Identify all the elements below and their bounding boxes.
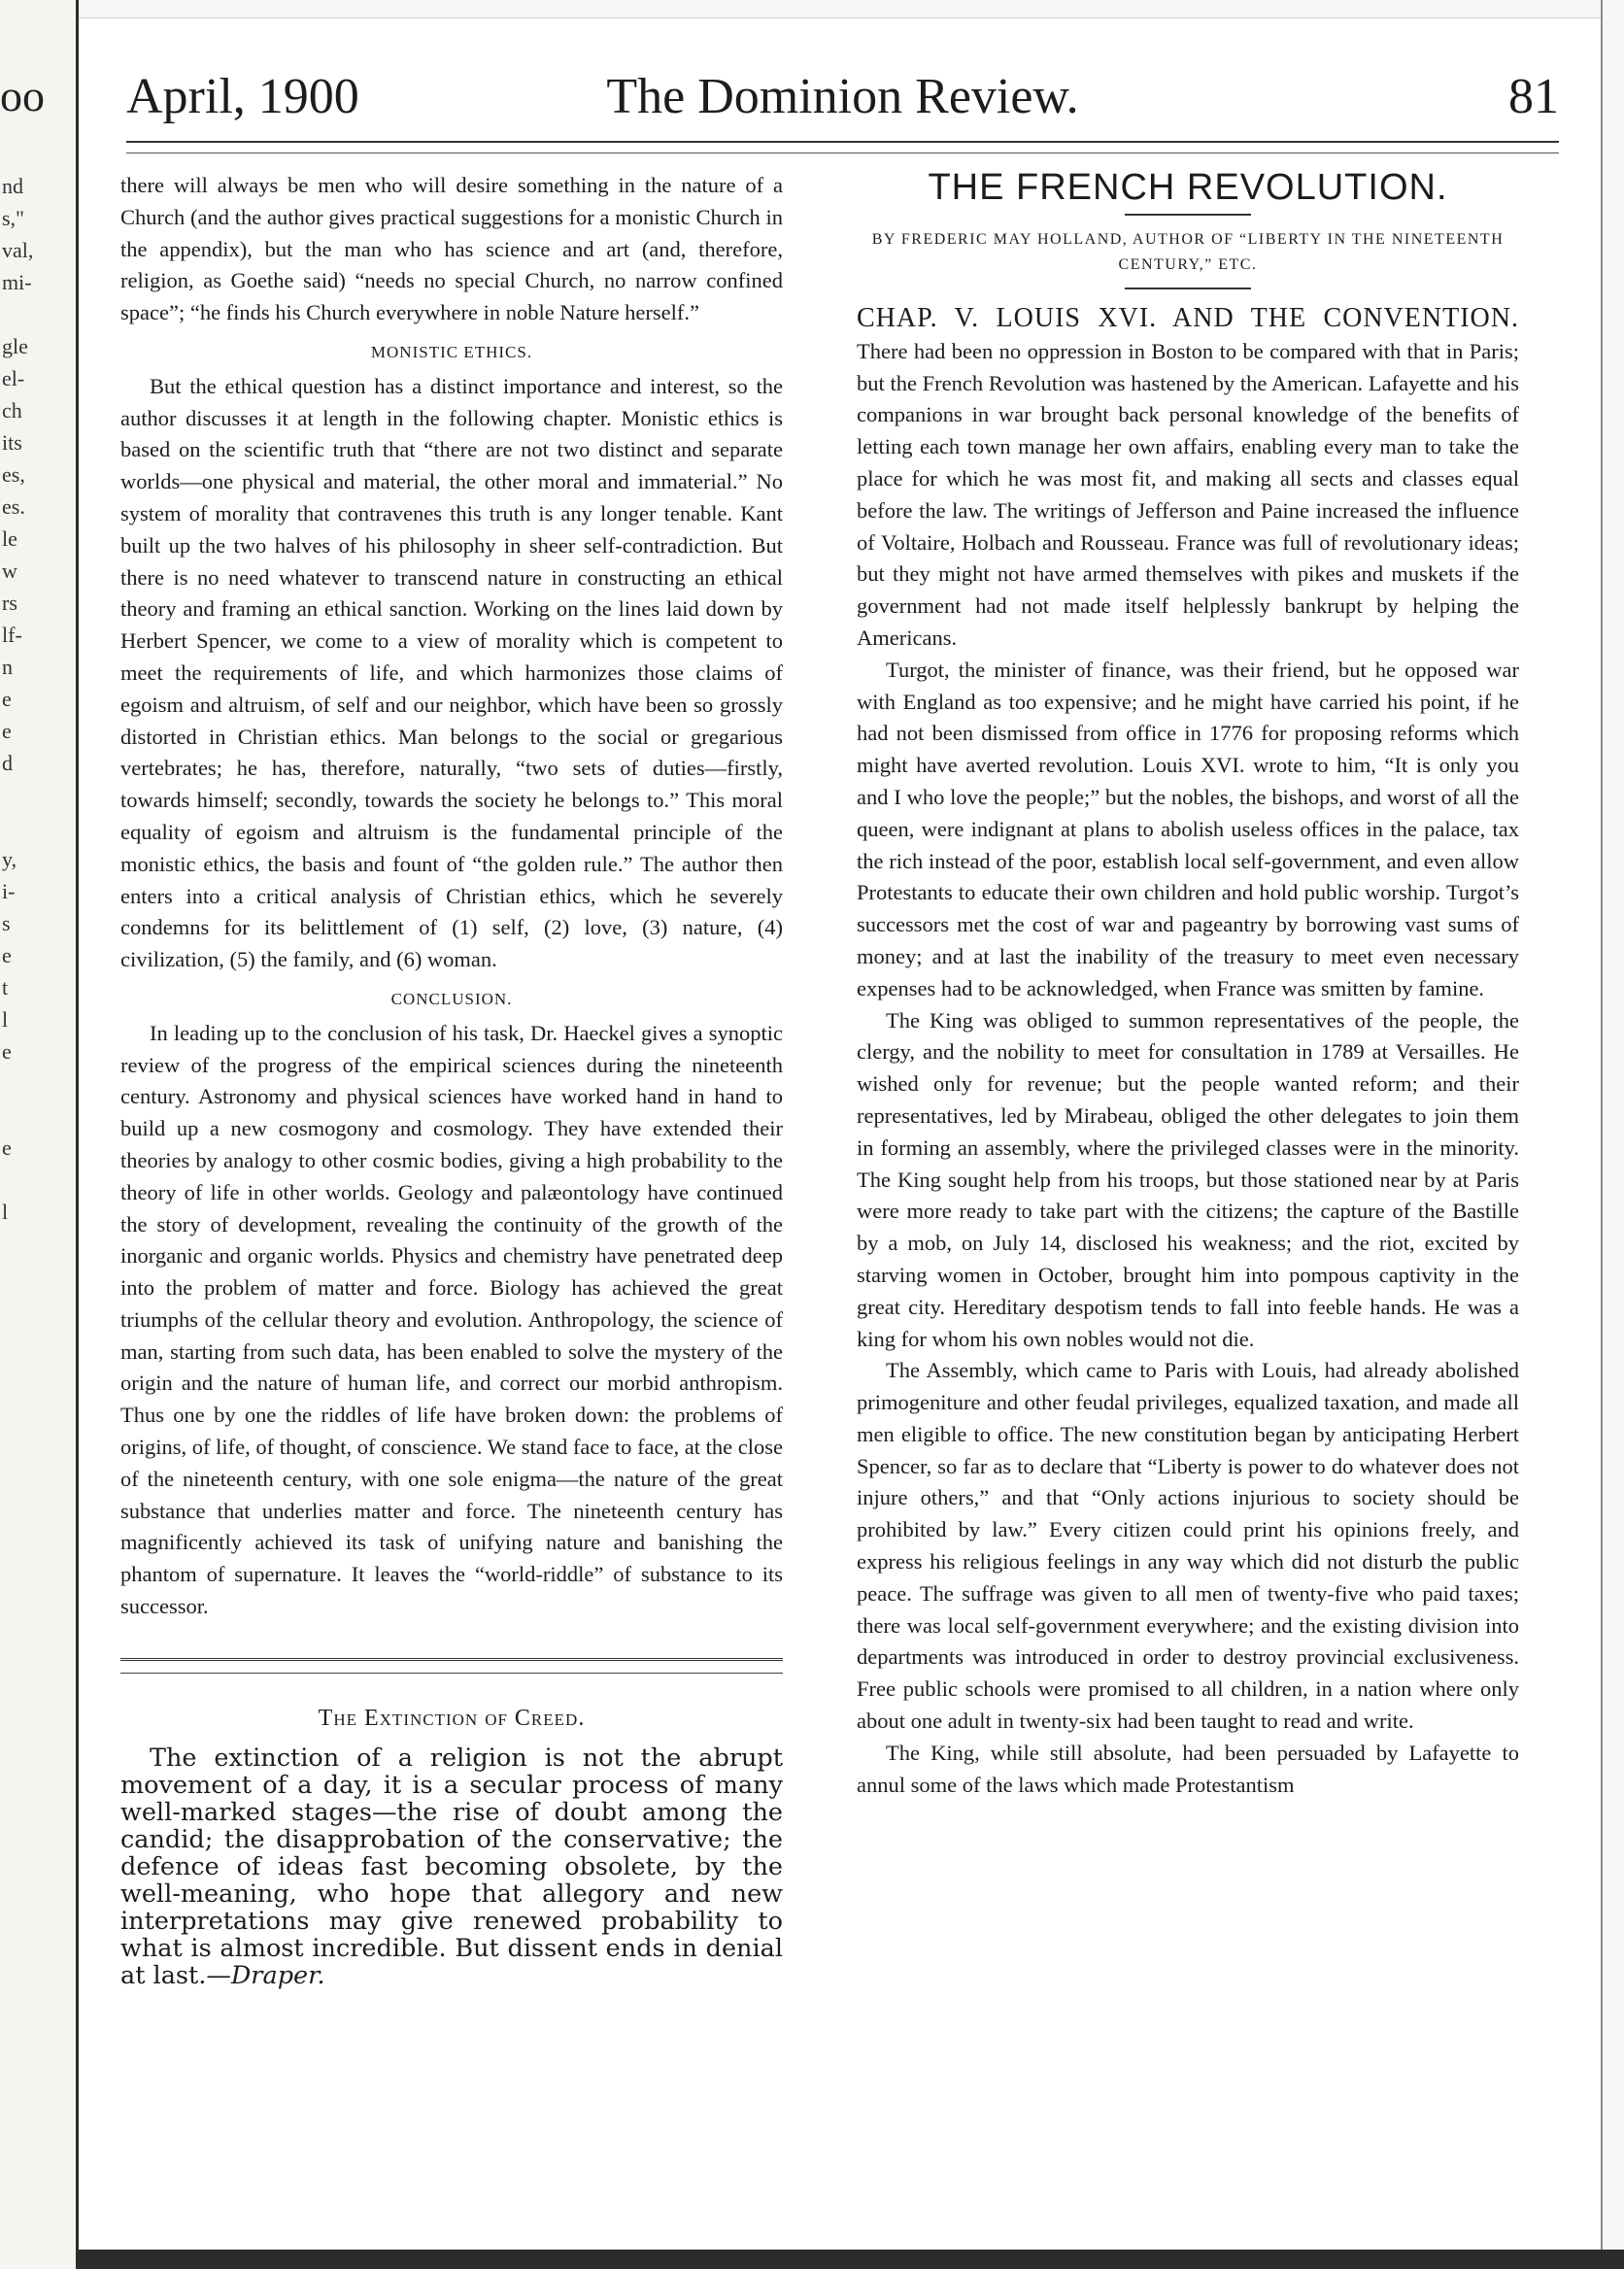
adjacent-page-fragment: rs <box>2 591 17 615</box>
adjacent-page-fragment: i- <box>2 879 16 903</box>
adjacent-page-fragment: le <box>2 526 17 551</box>
adjacent-page-fragment: es. <box>2 494 25 519</box>
adjacent-page-text <box>2 170 74 1292</box>
page-bottom-edge <box>76 2250 1624 2269</box>
adjacent-page-fragment <box>2 1100 74 1132</box>
adjacent-page-fragment: es, <box>2 462 25 487</box>
page-right-edge <box>1601 0 1624 2269</box>
adjacent-page-strip <box>0 0 79 2269</box>
adjacent-page-fragment <box>2 1164 74 1196</box>
adjacent-page-fragment: s <box>2 911 11 935</box>
conclusion-paragraph: In leading up to the conclusion of his task, Dr. Haeckel gives a synoptic review of the progress of the empirical sciences during the nineteenth century. Astronomy and physical sciences have worked hand in hand to build up a new cosmogony and cosmology. They have extended their theories by analogy to other cosmic bodies, giving a high probability to the theory of life in other worlds. Geology and palæontology have continued the story of development, revealing the continuity of the growth of the inorganic and organic worlds. Physics and chemistry have penetrated deep into the problem of matter and force. Biology has achieved the great triumphs of the cellular theory and evolution. Anthropology, the science of man, starting from such data, has been enabled to solve the mystery of the origin and the nature of human life, and correct our morbid anthropism. Thus one by one the riddles of life have broken down: the problems of origins, of life, of thought, of conscience. We stand face to face, at the close of the nineteenth century, with one sole enigma—the nature of the great substance that underlies matter and force. The nineteenth century has magnificently achieved its task of unifying nature and banishing the phantom of supernature. It leaves the “world-riddle” of substance to its successor. <box>120 1020 783 1619</box>
left-column <box>120 170 783 1989</box>
adjacent-page-fragment: nd <box>2 174 23 198</box>
article-paragraph-1: There had been no oppression in Boston to be compared with that in Paris; but the French Revolution was hastened by the American. Lafayette and his companions in war brought back personal knowledge of the benefits of letting each town manage her own affairs, enabling every man to take the place for which he was most fit, and making all sects and classes equal before the law. The writings of Jefferson and Paine increased the influence of Voltaire, Holbach and Rousseau. France was full of revolutionary ideas; but they might not have armed themselves with pikes and muskets if the government had not made itself helplessly bankrupt by helping the Americans. <box>857 338 1519 650</box>
section-heading-monistic-ethics: MONISTIC ETHICS. <box>370 342 533 361</box>
adjacent-page-fragment: mi- <box>2 270 32 294</box>
journal-page <box>78 0 1624 2269</box>
article-byline: BY FREDERIC MAY HOLLAND, AUTHOR OF “LIBERTY IN THE NINETEENTH CENTURY,” ETC. <box>871 230 1505 273</box>
adjacent-page-fragment: gle <box>2 334 28 358</box>
adjacent-page-fragment: e <box>2 719 12 743</box>
adjacent-page-fragment: l <box>2 1007 9 1032</box>
right-column <box>857 167 1519 1801</box>
adjacent-page-fragment <box>2 811 74 843</box>
extinction-author: Draper. <box>230 1960 325 1990</box>
article-divider <box>120 1658 783 1674</box>
extinction-paragraph <box>120 1744 783 1989</box>
section-heading-conclusion: CONCLUSION. <box>390 989 513 1008</box>
extinction-text: The extinction of a religion is not the abrupt movement of a day, it is a secular process of many well-marked stages—the rise of doubt among the candid; the disapprobation of the conservative; the defence of ideas fast becoming obsolete, by the well-meaning, who hope that allegory and new interpretations may give renewed probability to what is almost incredible. But dissent ends in denial at last.— <box>120 1743 783 1990</box>
intro-paragraph: there will always be men who will desire something in the nature of a Church (and the author gives practical suggestions for a monistic Church in the appendix), but the man who has science and art (and, therefore, religion, as Goethe said) “needs no special Church, no narrow confined space”; “he finds his Church everywhere in noble Nature herself.” <box>120 173 783 325</box>
adjacent-page-number: oo <box>0 71 45 120</box>
adjacent-page-fragment <box>2 779 74 811</box>
chapter-heading: CHAP. V. LOUIS XVI. AND THE CONVENTION. <box>857 302 1519 333</box>
issue-date: April, 1900 <box>126 69 359 124</box>
adjacent-page-fragment: n <box>2 655 13 679</box>
extinction-title: The Extinction of Creed. <box>318 1705 586 1731</box>
monistic-ethics-paragraph: But the ethical question has a distinct importance and interest, so the author discusses it at length in the following chapter. Monistic ethics is based on the scientific truth that “there are not two distinct and separate worlds—one physical and material, the other moral and immaterial.” No system of morality that contravenes this truth is any longer tenable. Kant built up the two halves of his philosophy in sheer self-contradiction. But there is no need whatever to transcend nature in constructing an ethical theory and framing an ethical sanction. Working on the lines laid down by Herbert Spencer, we come to a view of morality which is competent to meet the requirements of life, and which harmonizes those claims of egoism and altruism, of self and our neighbor, which have been so grossly distorted in Christian ethics. Man belongs to the social or gregarious vertebrates; he has, therefore, naturally, “two sets of duties—firstly, towards himself; secondly, towards the society he belongs to.” This moral equality of egoism and altruism is the fundamental principle of the monistic ethics, the basis and fount of “the golden rule.” The author then enters into a critical analysis of Christian ethics, which he severely condemns for its belittlement of (1) self, (2) love, (3) nature, (4) civilization, (5) the family, and (6) woman. <box>120 373 783 972</box>
article-paragraph-4: The Assembly, which came to Paris with Louis, had already abolished primogeniture and other feudal privileges, equalized taxation, and made all men eligible to office. The new constitution began by anticipating Herbert Spencer, so far as to declare that “Liberty is power to do whatever does not injure others,” and that “Only actions injurious to society should be prohibited by law.” Every citizen could print his opinions freely, and express his religious feelings in any way which did not disturb the public peace. The suffrage was given to all men of twenty-five who paid taxes; there was local self-government everywhere; and the existing division into departments was introduced in order to destroy provincial exclusiveness. Free public schools were promised to all children, in a nation where only about one adult in twenty-six had been taught to read and write. <box>857 1358 1519 1734</box>
article-paragraph-2: Turgot, the minister of finance, was their friend, but he opposed war with England as too expensive; and he might have carried his point, if he had not been dismissed from office in 1776 for proposing reforms which might have averted revolution. Louis XVI. wrote to him, “It is only you and I who love the people;” but the nobles, the bishops, and worst of all the queen, were indignant at plans to abolish useless offices in the palace, tax the rich instead of the poor, establish local self-government, and even allow Protestants to educate their own children and hold public worship. Turgot’s successors met the cost of war and pageantry by borrowing vast sums of money; and at last the inability of the treasury to meet even necessary expenses had to be acknowledged, when France was smitten by famine. <box>857 657 1519 1000</box>
journal-title: The Dominion Review. <box>606 69 1079 124</box>
adjacent-page-fragment <box>2 1067 74 1100</box>
page-number: 81 <box>1508 69 1559 124</box>
adjacent-page-fragment: s," <box>2 206 25 230</box>
adjacent-page-fragment <box>2 1260 74 1292</box>
adjacent-page-fragment: e <box>2 1039 12 1064</box>
title-rule <box>1125 214 1251 216</box>
header-rule <box>126 141 1559 153</box>
adjacent-page-fragment: e <box>2 943 12 967</box>
adjacent-page-fragment: y, <box>2 847 17 871</box>
adjacent-page-fragment: its <box>2 430 22 455</box>
article-paragraph-5: The King, while still absolute, had been persuaded by Lafayette to annul some of the laws which made Protestantism <box>857 1740 1519 1797</box>
adjacent-page-fragment: ch <box>2 398 22 423</box>
byline-rule <box>1125 288 1251 289</box>
adjacent-page-fragment: lf- <box>2 623 22 647</box>
adjacent-page-fragment <box>2 1228 74 1260</box>
adjacent-page-fragment: l <box>2 1200 9 1224</box>
adjacent-page-fragment: e <box>2 687 12 711</box>
article-title: THE FRENCH REVOLUTION. <box>928 167 1448 208</box>
adjacent-page-fragment <box>2 298 74 330</box>
adjacent-page-fragment: el- <box>2 366 25 390</box>
adjacent-page-fragment: val, <box>2 238 34 262</box>
adjacent-page-fragment: e <box>2 1135 12 1160</box>
adjacent-page-fragment: d <box>2 751 13 775</box>
adjacent-page-fragment: t <box>2 975 9 999</box>
adjacent-page-fragment: w <box>2 559 17 583</box>
running-header <box>126 68 1559 126</box>
article-paragraph-3: The King was obliged to summon representatives of the people, the clergy, and the nobility to meet for consultation in 1789 at Versailles. He wished only for revenue; but the people wanted reform; and their representatives, led by Mirabeau, obliged the other delegates to join them in forming an assembly, where the privileged classes were in the minority. The King sought help from his troops, but those stationed near by at Paris were more ready to take part with the citizens; the capture of the Bastille by a mob, on July 14, disclosed his weakness; and the riot, excited by starving women in October, brought him into pompous captivity in the great city. Hereditary despotism tends to fall into feeble hands. He was a king for whom his own nobles would not die. <box>857 1007 1519 1351</box>
